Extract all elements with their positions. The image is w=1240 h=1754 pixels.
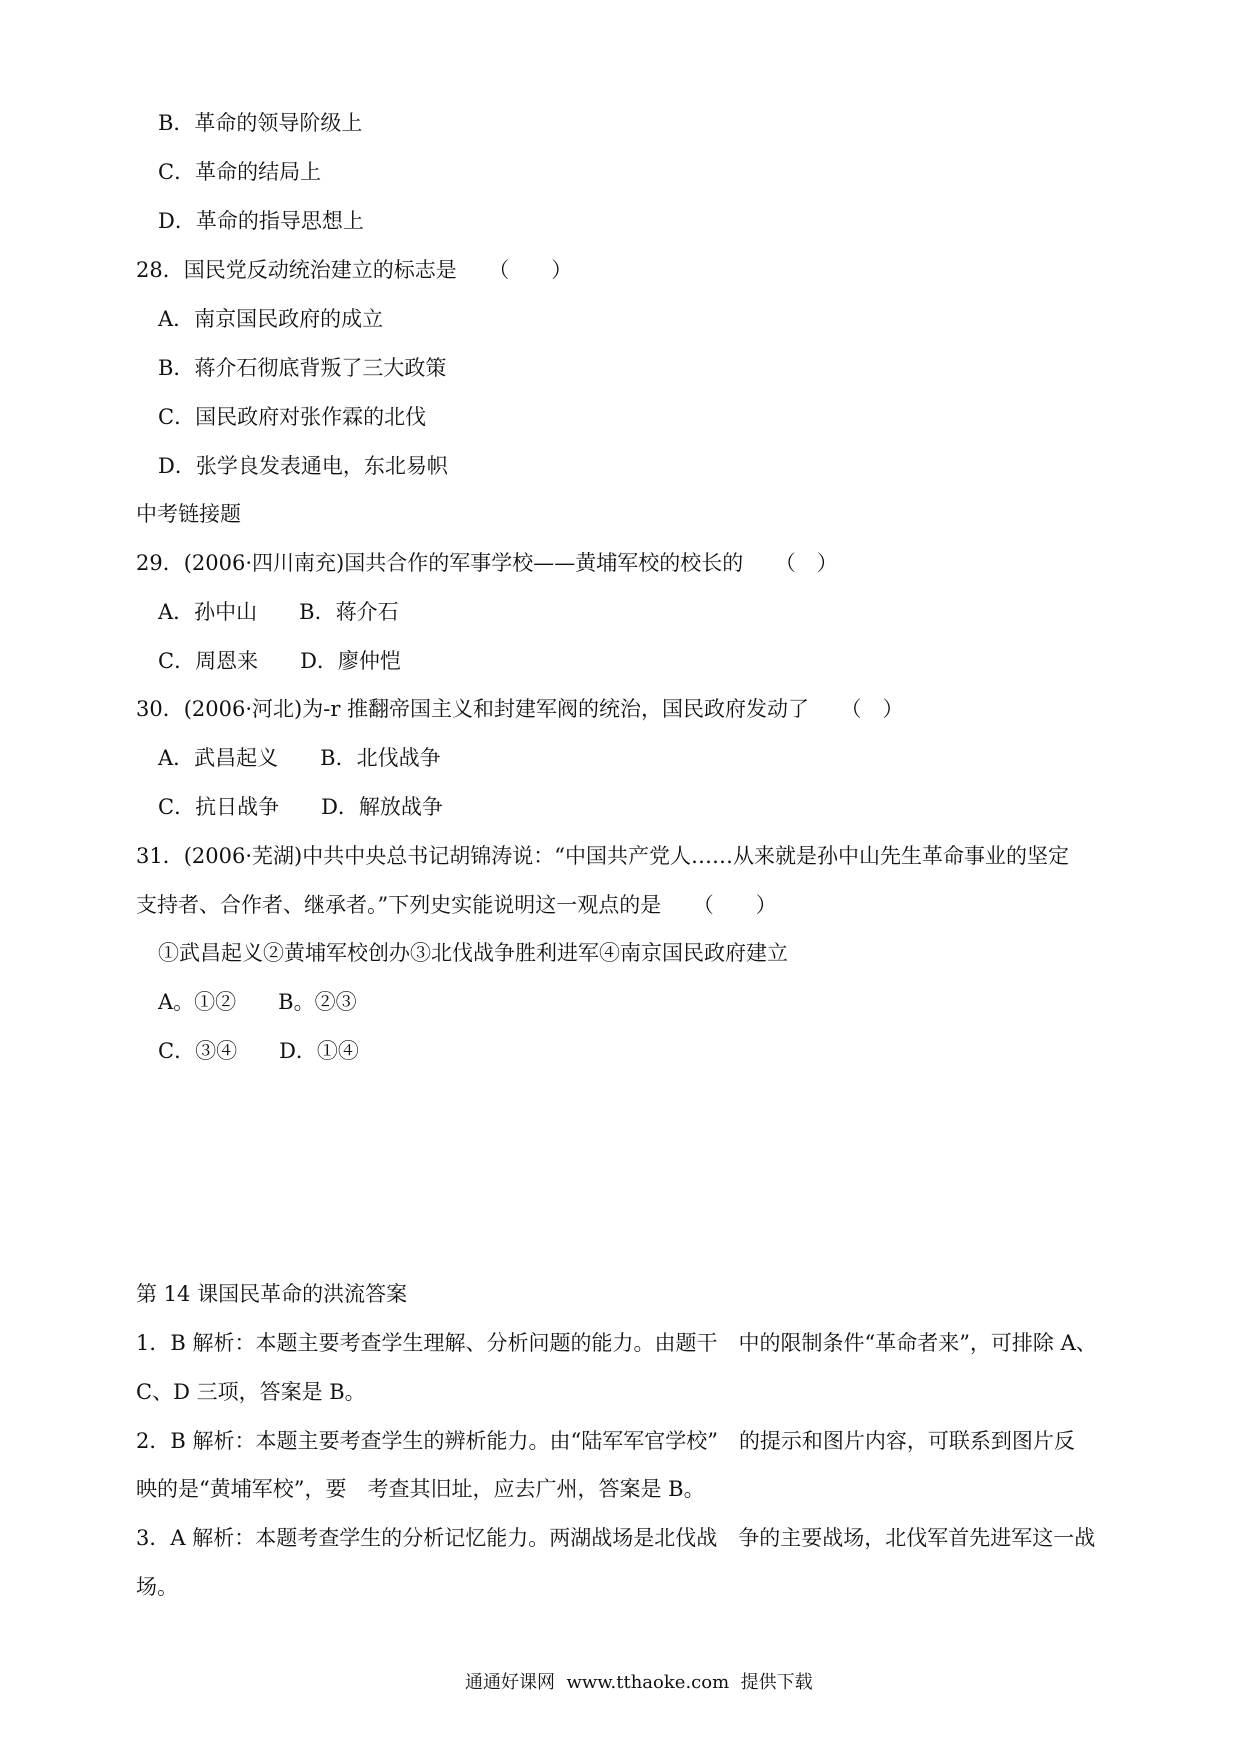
q31-options-ab: A。①② B。②③ <box>158 990 357 1014</box>
q31-items: ①武昌起义②黄埔军校创办③北伐战争胜利进军④南京国民政府建立 <box>158 941 788 965</box>
q28-option-a: A．南京国民政府的成立 <box>158 307 384 331</box>
q29-options-ab: A．孙中山 B．蒋介石 <box>158 600 399 624</box>
q28-option-d: D．张学良发表通电，东北易帜 <box>158 454 448 478</box>
section-heading: 中考链接题 <box>136 502 241 526</box>
q27-option-b: B．革命的领导阶级上 <box>158 111 363 135</box>
q28-stem: 28．国民党反动统治建立的标志是 （ ） <box>136 258 573 282</box>
q29-stem: 29．(2006·四川南充)国共合作的军事学校——黄埔军校的校长的 （ ） <box>136 551 838 575</box>
q27-option-d: D．革命的指导思想上 <box>158 209 364 233</box>
answer-1-line2: C、D 三项，答案是 B。 <box>136 1380 366 1404</box>
answer-3-line2: 场。 <box>136 1575 178 1599</box>
answer-3-line1: 3．A 解析：本题考查学生的分析记忆能力。两湖战场是北伐战 争的主要战场，北伐军首先进军这一战 <box>136 1526 1096 1550</box>
q27-option-c: C．革命的结局上 <box>158 160 322 184</box>
q31-options-cd: C．③④ D．①④ <box>158 1039 359 1063</box>
q30-options-ab: A．武昌起义 B．北伐战争 <box>158 746 441 770</box>
page-footer: 通通好课网 www.tthaoke.com 提供下载 <box>465 1672 813 1693</box>
answer-1-line1: 1．B 解析：本题主要考查学生理解、分析问题的能力。由题干 中的限制条件“革命者来”，可排除 A、 <box>136 1331 1097 1355</box>
answer-2-line1: 2．B 解析：本题主要考查学生的辨析能力。由“陆军军官学校” 的提示和图片内容，可联系到图片反 <box>136 1429 1075 1453</box>
q31-stem-line1: 31．(2006·芜湖)中共中央总书记胡锦涛说：“中国共产党人……从来就是孙中山先生革命事业的坚定 <box>136 844 1069 868</box>
q28-option-c: C．国民政府对张作霖的北伐 <box>158 405 427 429</box>
q28-option-b: B．蒋介石彻底背叛了三大政策 <box>158 356 447 380</box>
q29-options-cd: C．周恩来 D．廖仲恺 <box>158 649 401 673</box>
answer-2-line2: 映的是“黄埔军校”，要 考查其旧址，应去广州，答案是 B。 <box>136 1477 705 1501</box>
answers-title: 第 14 课国民革命的洪流答案 <box>136 1282 408 1306</box>
q30-options-cd: C．抗日战争 D．解放战争 <box>158 795 443 819</box>
q30-stem: 30．(2006·河北)为-r 推翻帝国主义和封建军阀的统治，国民政府发动了 （ ） <box>136 697 904 721</box>
q31-stem-line2: 支持者、合作者、继承者。”下列史实能说明这一观点的是 （ ） <box>136 893 777 917</box>
